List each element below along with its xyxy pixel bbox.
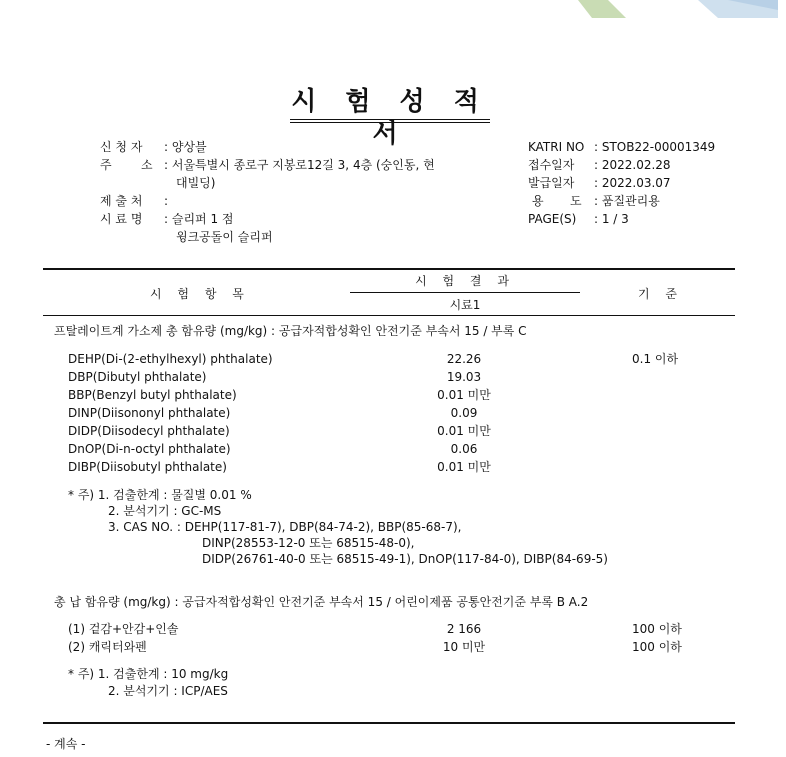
applicant-label: 신 청 자 — [100, 140, 143, 154]
pages-value: : 1 / 3 — [594, 212, 629, 226]
table-row-standard: 100 이하 — [632, 622, 682, 636]
table-row-name: DINP(Diisononyl phthalate) — [68, 406, 231, 420]
table-bottom-rule — [43, 722, 735, 724]
received-date-value: : 2022.02.28 — [594, 158, 671, 172]
katri-value: : STOB22-00001349 — [594, 140, 716, 154]
table-row-result: 10 미만 — [442, 640, 486, 654]
table-row-name: DBP(Dibutyl phthalate) — [68, 370, 207, 384]
phthalate-section-heading: 프탈레이트계 가소제 총 함유량 (mg/kg) : 공급자적합성확인 안전기준 부속서 15 / 부록 C — [54, 324, 527, 338]
submitter-value: : — [164, 194, 169, 208]
issued-date-label: 발급일자 — [528, 176, 575, 190]
table-row-name: DIBP(Diisobutyl phthalate) — [68, 460, 227, 474]
table-top-rule — [43, 268, 735, 270]
title-underline-double — [290, 122, 490, 123]
pages-label: PAGE(S) — [528, 212, 577, 226]
header-standard: 기 준 — [638, 287, 683, 301]
submitter-label: 제 출 처 — [100, 194, 143, 208]
table-row-name: BBP(Benzyl butyl phthalate) — [68, 388, 237, 402]
continue-note: - 계속 - — [46, 737, 86, 751]
table-row-result: 19.03 — [446, 370, 482, 384]
sample-value-line1: : 슬리퍼 1 점 — [164, 212, 234, 226]
table-row-standard: 0.1 이하 — [632, 352, 679, 366]
title-underline — [290, 119, 490, 120]
table-row-result: 0.01 미만 — [437, 388, 491, 402]
purpose-label-2: 도 — [570, 194, 582, 208]
table-row-name: DIDP(Diisodecyl phthalate) — [68, 424, 230, 438]
sample-value-line2: 윙크공돌이 슬리퍼 — [176, 230, 273, 244]
table-row-result: 0.01 미만 — [437, 424, 491, 438]
applicant-value: : 양상블 — [164, 140, 207, 154]
lead-note-1: * 주) 1. 검출한계 : 10 mg/kg — [68, 667, 229, 681]
phthalate-note-1: * 주) 1. 검출한계 : 물질별 0.01 % — [68, 488, 252, 502]
table-header-bottom-rule — [43, 315, 735, 316]
sample-label: 시 료 명 — [100, 212, 143, 226]
katri-label: KATRI NO — [528, 140, 585, 154]
table-row-result: 0.01 미만 — [437, 460, 491, 474]
header-test-result: 시 험 결 과 — [415, 274, 515, 288]
table-row-name: DnOP(Di-n-octyl phthalate) — [68, 442, 231, 456]
phthalate-note-2: 2. 분석기기 : GC-MS — [108, 504, 222, 518]
phthalate-note-3c: DIDP(26761-40-0 또는 68515-49-1), DnOP(117-84-0), DIBP(84-69-5) — [202, 552, 608, 566]
table-row-name: (1) 겉감+안감+인솔 — [68, 622, 179, 636]
purpose-label-1: 용 — [532, 194, 544, 208]
table-row-result: 2 166 — [446, 622, 482, 636]
received-date-label: 접수일자 — [528, 158, 575, 172]
phthalate-note-3b: DINP(28553-12-0 또는 68515-48-0), — [202, 536, 415, 550]
address-value-line1: : 서울특별시 종로구 지봉로12길 3, 4층 (숭인동, 현 — [164, 158, 435, 172]
table-row-name: (2) 캐릭터와펜 — [68, 640, 147, 654]
table-row-result: 0.09 — [450, 406, 478, 420]
header-test-item: 시 험 항 목 — [150, 287, 250, 301]
address-label-1: 주 — [100, 158, 112, 172]
address-label-2: 소 — [141, 158, 153, 172]
issued-date-value: : 2022.03.07 — [594, 176, 671, 190]
table-row-result: 22.26 — [446, 352, 482, 366]
address-value-line2: 대빌딩) — [176, 176, 216, 190]
header-result-divider — [350, 292, 580, 293]
phthalate-note-3: 3. CAS NO. : DEHP(117-81-7), DBP(84-74-2), BBP(85-68-7), — [108, 520, 462, 534]
document-title: 시 험 성 적 서 — [291, 87, 489, 149]
corner-logo-graphic — [578, 0, 778, 18]
table-row-result: 0.06 — [450, 442, 478, 456]
lead-note-2: 2. 분석기기 : ICP/AES — [108, 684, 228, 698]
table-row-name: DEHP(Di-(2-ethylhexyl) phthalate) — [68, 352, 273, 366]
lead-section-heading: 총 납 함유량 (mg/kg) : 공급자적합성확인 안전기준 부속서 15 / 어린이제품 공통안전기준 부록 B A.2 — [54, 595, 589, 609]
purpose-value: : 품질관리용 — [594, 194, 660, 208]
header-sample-1: 시료1 — [449, 298, 481, 312]
table-row-standard: 100 이하 — [632, 640, 682, 654]
